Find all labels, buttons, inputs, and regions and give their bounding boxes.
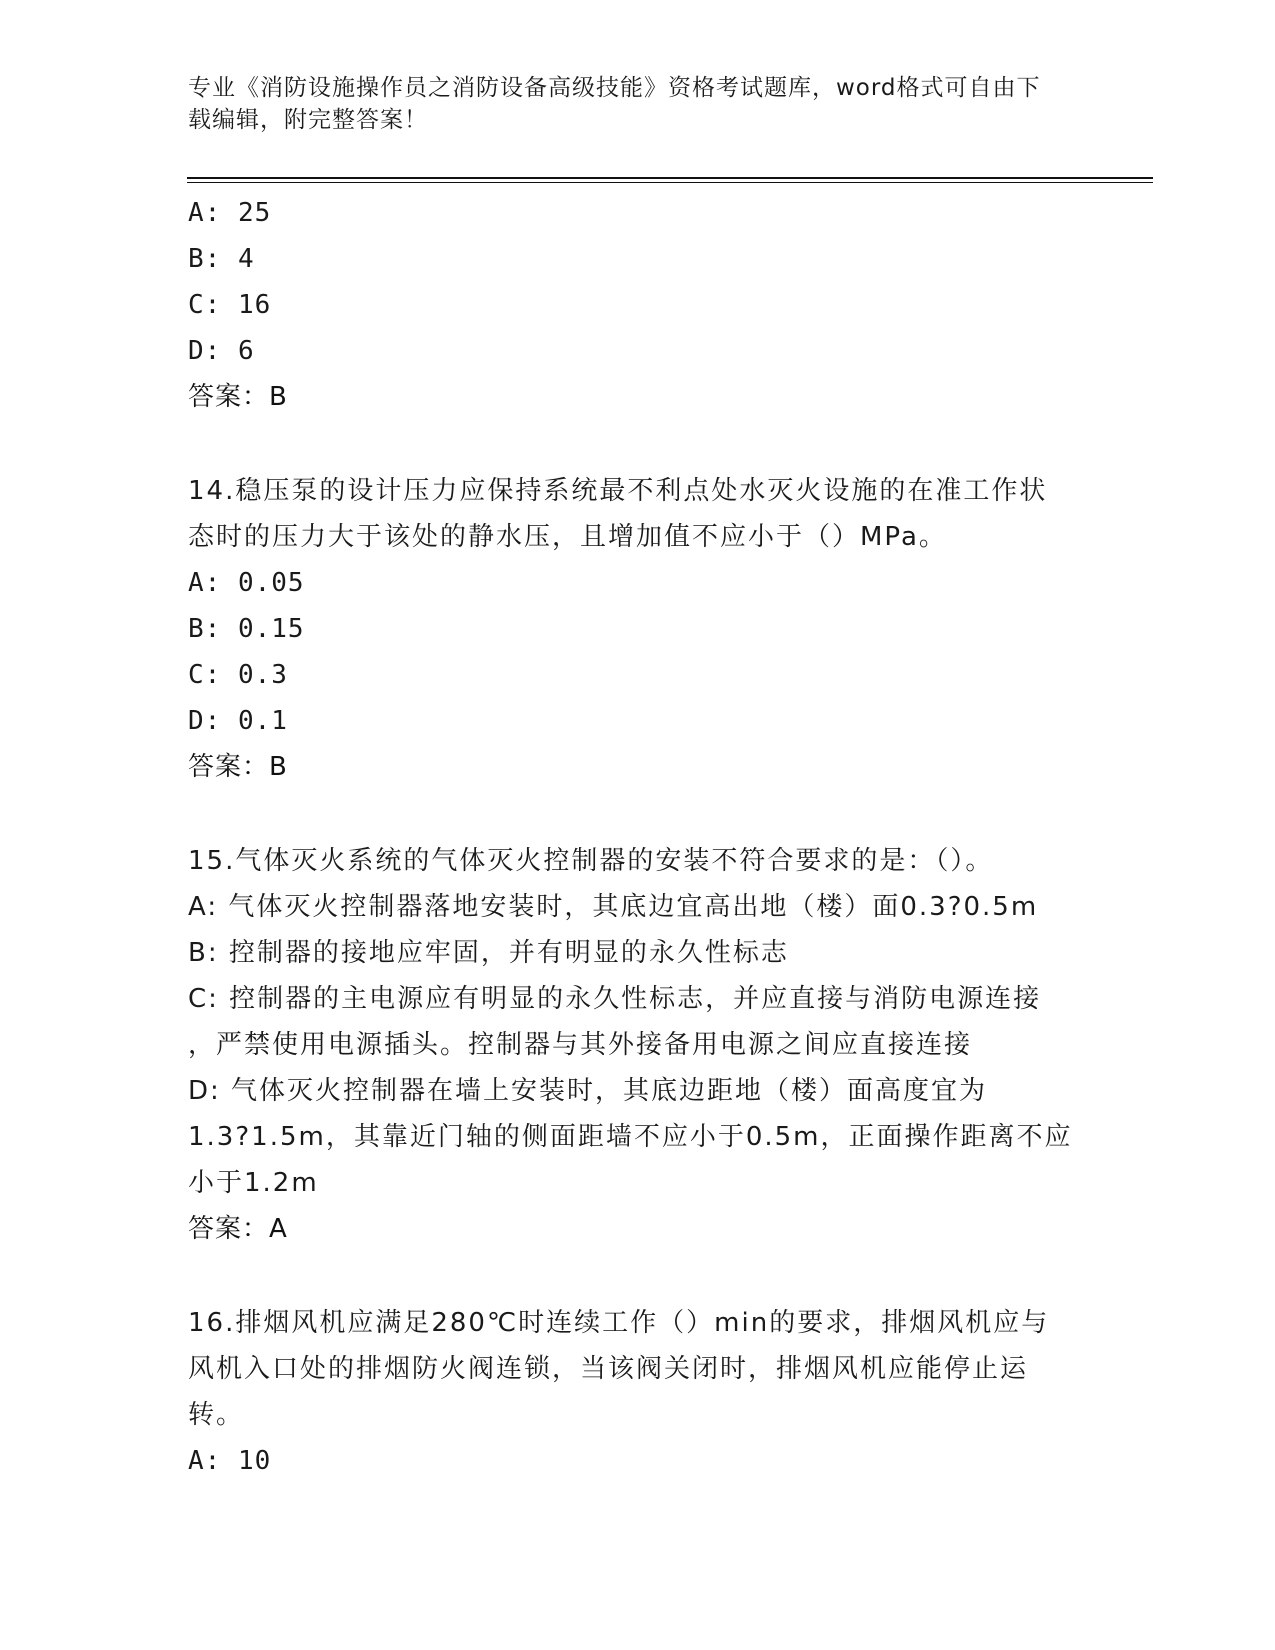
option-d-continued: 小于1.2m xyxy=(188,1168,319,1198)
question-stem-line: 转。 xyxy=(188,1400,245,1430)
spacer xyxy=(188,1252,1088,1300)
option-d: D: 0.1 xyxy=(188,706,288,736)
option-d-continued: 1.3?1.5m，其靠近门轴的侧面距墙不应小于0.5m，正面操作距离不应 xyxy=(188,1122,1073,1152)
option-a: A: 25 xyxy=(188,198,272,228)
header-line-1: 专业《消防设施操作员之消防设备高级技能》资格考试题库，word格式可自由下 xyxy=(188,75,1041,101)
option-d: D: 气体灭火控制器在墙上安装时，其底边距地（楼）面高度宜为 xyxy=(188,1076,988,1106)
answer-line: 答案：B xyxy=(188,382,288,412)
header-divider-thin xyxy=(187,182,1153,183)
question-stem-line: 16.排烟风机应满足280℃时连续工作（）min的要求，排烟风机应与 xyxy=(188,1308,1050,1338)
question-stem-line: 15.气体灭火系统的气体灭火控制器的安装不符合要求的是：（）。 xyxy=(188,846,994,876)
question-stem-line: 态时的压力大于该处的静水压，且增加值不应小于（）MPa。 xyxy=(188,522,947,552)
option-a: A: 气体灭火控制器落地安装时，其底边宜高出地（楼）面0.3?0.5m xyxy=(188,892,1039,922)
question-14-block xyxy=(188,468,1088,790)
option-c-continued: ，严禁使用电源插头。控制器与其外接备用电源之间应直接连接 xyxy=(188,1030,973,1060)
spacer xyxy=(188,420,1088,468)
option-b: B: 0.15 xyxy=(188,614,305,644)
question-stem-line: 14.稳压泵的设计压力应保持系统最不利点处水灭火设施的在准工作状 xyxy=(188,476,1048,506)
answer-line: 答案：B xyxy=(188,752,288,782)
option-a: A: 0.05 xyxy=(188,568,305,598)
document-header xyxy=(188,72,1088,136)
question-content xyxy=(188,190,1088,1484)
question-13-block xyxy=(188,190,1088,420)
option-c: C: 0.3 xyxy=(188,660,288,690)
option-b: B: 控制器的接地应牢固，并有明显的永久性标志 xyxy=(188,938,789,968)
option-d: D: 6 xyxy=(188,336,255,366)
question-16-block xyxy=(188,1300,1088,1484)
option-c: C: 控制器的主电源应有明显的永久性标志，并应直接与消防电源连接 xyxy=(188,984,1042,1014)
header-divider-thick xyxy=(187,177,1153,179)
option-b: B: 4 xyxy=(188,244,255,274)
question-stem-line: 风机入口处的排烟防火阀连锁，当该阀关闭时，排烟风机应能停止运 xyxy=(188,1354,1029,1384)
header-line-2: 载编辑，附完整答案！ xyxy=(188,107,428,133)
answer-line: 答案：A xyxy=(188,1214,288,1244)
option-a: A: 10 xyxy=(188,1446,272,1476)
spacer xyxy=(188,790,1088,838)
question-15-block xyxy=(188,838,1088,1252)
option-c: C: 16 xyxy=(188,290,272,320)
